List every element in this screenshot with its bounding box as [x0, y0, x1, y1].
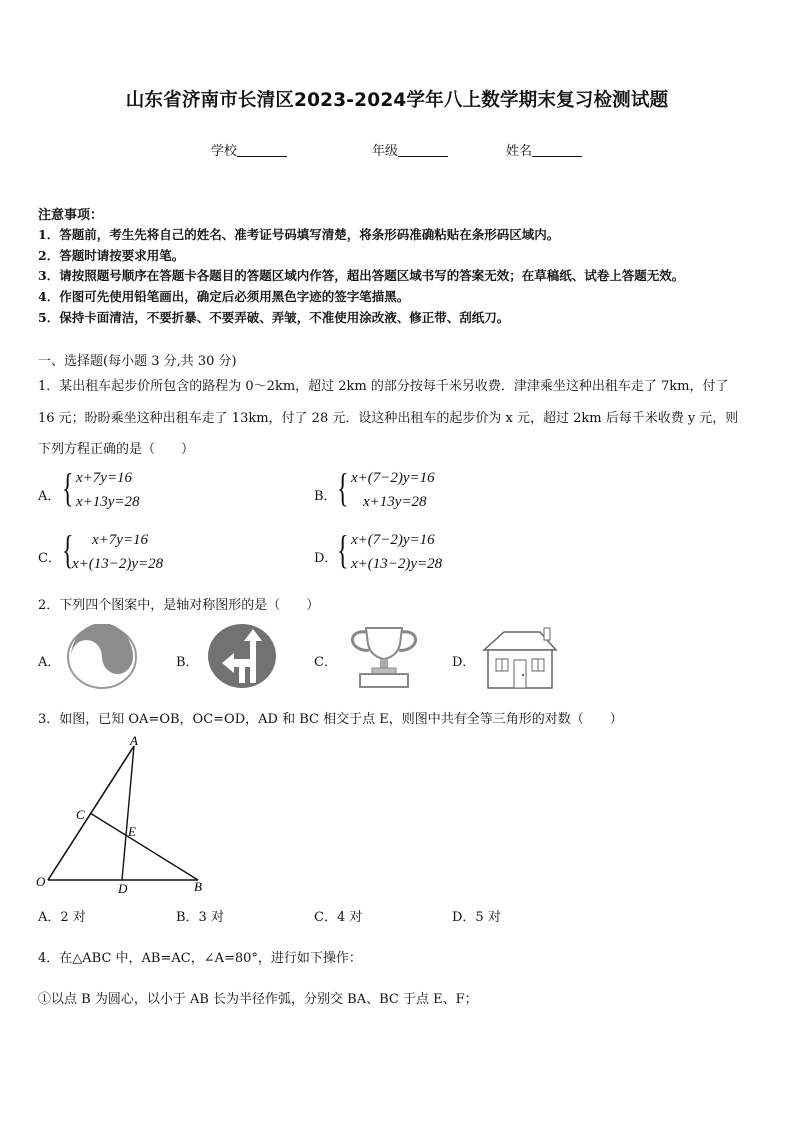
q3-option-c: C．4 对	[314, 910, 363, 925]
school-blank	[237, 144, 287, 157]
point-e-label: E	[128, 824, 136, 839]
q4-step1: ①以点 B 为圆心，以小于 AB 长为半径作弧，分别交 BA、BC 于点 E、F；	[38, 992, 478, 1007]
brace-icon: {	[62, 465, 74, 510]
q2-option-a-label: A．	[38, 655, 61, 670]
segment-ad	[122, 746, 134, 880]
q1-option-a-label: A．	[38, 489, 61, 504]
segment-cb	[90, 813, 198, 880]
q3-option-a: A．2 对	[38, 910, 86, 925]
q3-option-d: D．5 对	[452, 910, 501, 925]
grade-blank	[398, 144, 448, 157]
q3-option-b: B．3 对	[176, 910, 224, 925]
section-heading: 一、选择题(每小题 3 分,共 30 分)	[38, 354, 237, 369]
point-c-label: C	[76, 807, 85, 822]
page-title: 山东省济南市长清区2023-2024学年八上数学期末复习检测试题	[125, 90, 669, 111]
note-item: 4．作图可先使用铅笔画出，确定后必须用黑色字迹的签字笔描黑。	[38, 289, 410, 304]
equation: x+(13−2)y=28	[72, 556, 164, 572]
q1-option-d-label: D．	[314, 551, 338, 566]
name-field	[506, 140, 582, 159]
q3-triangle-figure	[30, 732, 220, 898]
trophy-icon	[344, 624, 424, 690]
note-item: 5．保持卡面清洁，不要折暴、不要弄破、弄皱，不准使用涂改液、修正带、刮纸刀。	[38, 310, 510, 325]
point-d-label: D	[118, 881, 128, 896]
point-a-label: A	[130, 733, 138, 748]
school-field	[211, 140, 287, 159]
name-blank	[532, 144, 582, 157]
note-item: 2．答题时请按要求用笔。	[38, 248, 185, 263]
q4-stem: 4．在△ABC 中，AB=AC，∠A=80°，进行如下操作：	[38, 951, 362, 966]
notes-title: 注意事项：	[38, 208, 104, 223]
equation: x+7y=16	[92, 532, 149, 548]
point-b-label: B	[194, 879, 202, 894]
q1-line3: 下列方程正确的是（ ）	[38, 442, 195, 457]
name-label: 姓名	[506, 144, 533, 159]
brace-icon: {	[62, 527, 74, 572]
brace-icon: {	[337, 527, 349, 572]
q1-line1: 1．某出租车起步价所包含的路程为 0～2km，超过 2km 的部分按每千米另收费．津津乘坐这种出租车走了 7km，付了	[38, 379, 729, 394]
equation: x+(7−2)y=16	[351, 470, 435, 486]
q2-option-d-label: D．	[452, 655, 476, 670]
note-item: 3．请按照题号顺序在答题卡各题目的答题区域内作答，超出答题区域书写的答案无效；在草稿纸、试卷上答题无效。	[38, 268, 685, 283]
equation: x+(13−2)y=28	[351, 556, 443, 572]
yin-yang-icon	[66, 624, 138, 690]
point-o-label: O	[36, 874, 46, 889]
road-sign-icon	[206, 623, 278, 689]
equation: x+7y=16	[76, 470, 133, 486]
q1-option-c-label: C．	[38, 551, 61, 566]
q3-stem: 3．如图，已知 OA=OB，OC=OD，AD 和 BC 相交于点 E，则图中共有全等三角形的对数（ ）	[38, 712, 623, 727]
q2-option-b-label: B．	[176, 655, 199, 670]
brace-icon: {	[337, 465, 349, 510]
note-item: 1．答题前，考生先将自己的姓名、准考证号码填写清楚，将条形码准确粘贴在条形码区域内。	[38, 227, 560, 242]
equation: x+13y=28	[363, 494, 427, 510]
school-label: 学校	[211, 144, 238, 159]
grade-label: 年级	[372, 144, 399, 159]
equation: x+13y=28	[76, 494, 140, 510]
house-icon	[482, 626, 558, 690]
grade-field	[372, 140, 448, 159]
q2-option-c-label: C．	[314, 655, 337, 670]
q1-line2: 16 元；盼盼乘坐这种出租车走了 13km，付了 28 元．设这种出租车的起步价为 x 元，超过 2km 后每千米收费 y 元，则	[38, 411, 739, 426]
equation: x+(7−2)y=16	[351, 532, 435, 548]
q1-option-b-label: B．	[314, 489, 337, 504]
q2-stem: 2．下列四个图案中，是轴对称图形的是（ ）	[38, 598, 320, 613]
